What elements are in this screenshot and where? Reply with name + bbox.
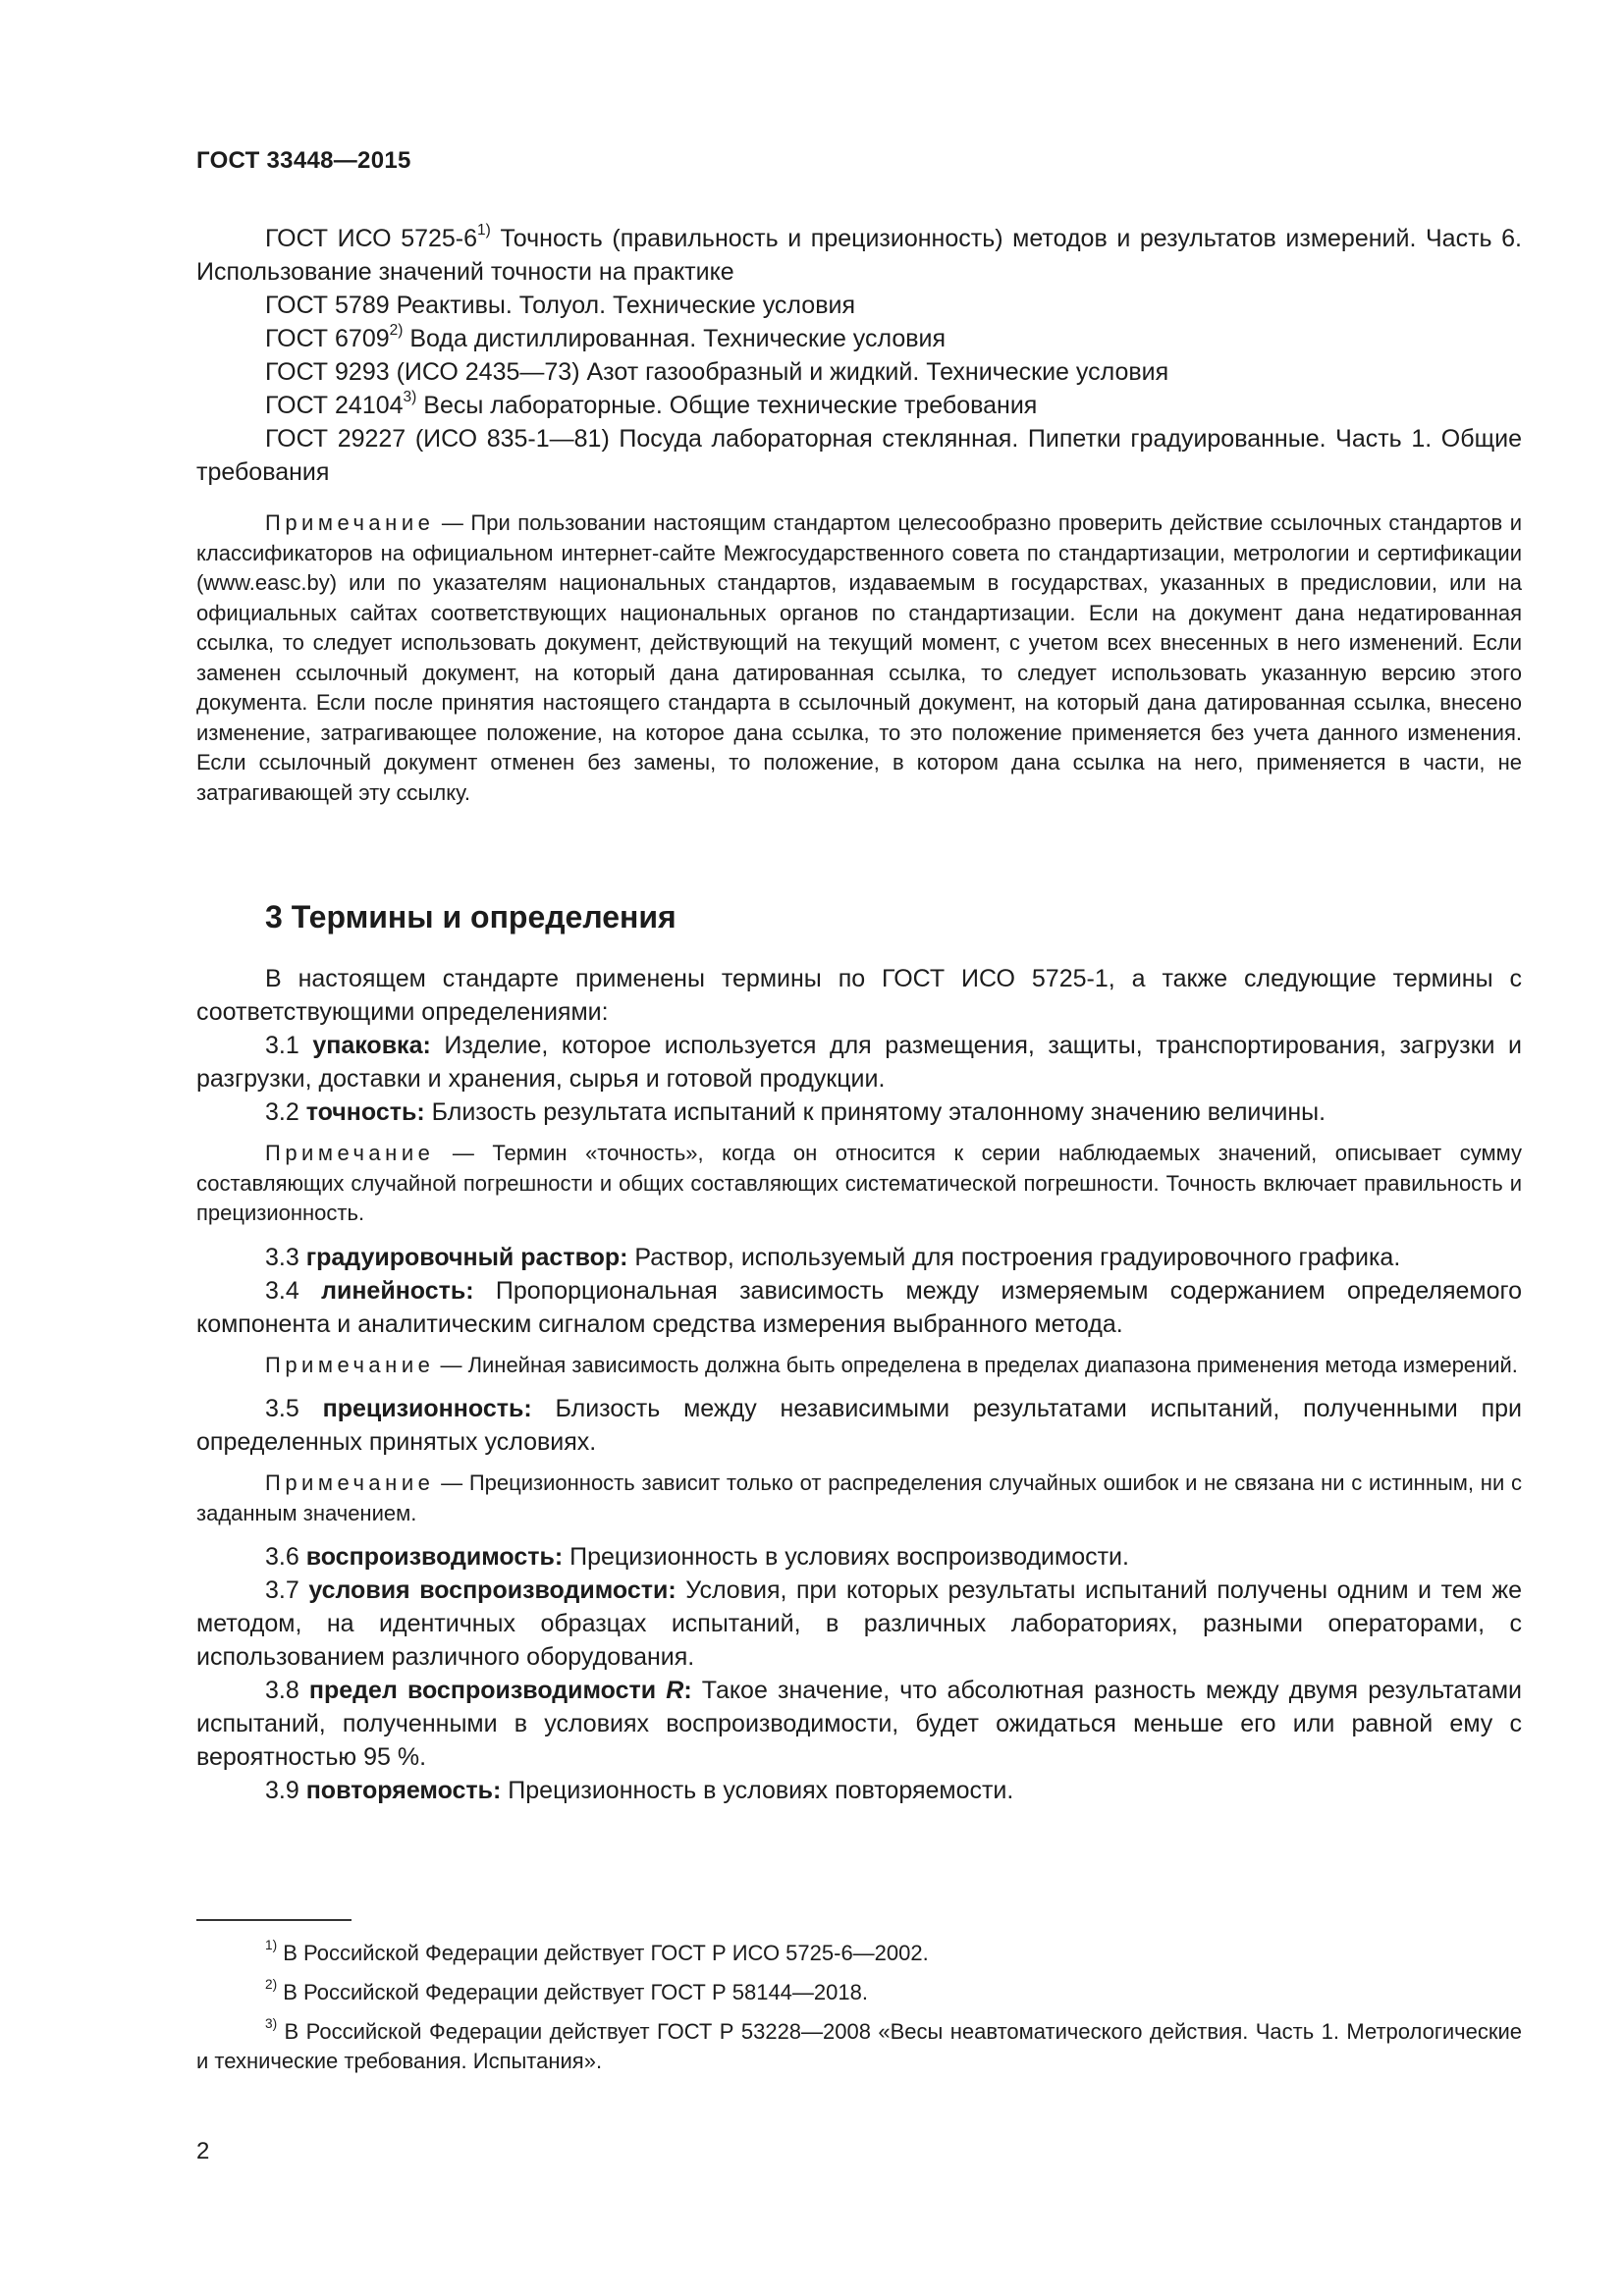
term-3-4: 3.4 линейность: Пропорциональная зависимость между измеряемым содержанием определяемого компонента и аналитическим сигналом средства измерения выбранного метода. (196, 1276, 1522, 1338)
note-3-4: Примечание — Линейная зависимость должна быть определена в пределах диапазона применения метода измерений. (265, 1352, 1518, 1377)
reference-item: ГОСТ 5789 Реактивы. Толуол. Технические условия (265, 292, 855, 319)
reference-item: ГОСТ 6709$^{2)}$ Вода дистиллированная. Технические условия (265, 321, 947, 352)
term-3-6: 3.6 воспроизводимость: Прецизионность в условиях воспроизводимости. (265, 1543, 1129, 1571)
section-title: 3 Термины и определения (265, 899, 677, 934)
terms-section (196, 962, 1522, 1807)
document-header: ГОСТ 33448—2015 (196, 147, 411, 174)
footnote-divider (196, 1919, 352, 1921)
section-intro: В настоящем стандарте применены термины по ГОСТ ИСО 5725-1, а также следующие термины с соответствующими определениями: (196, 965, 1522, 1026)
footnotes (196, 1919, 1522, 2086)
reference-item: ГОСТ ИСО 5725-6$^{1)}$ Точность (правильность и прецизионность) методов и результатов измерений. Часть 6. Использование значений точности на практике (196, 221, 1522, 286)
normative-references (196, 222, 1522, 489)
reference-item: ГОСТ 24104$^{3)}$ Весы лабораторные. Общие технические требования (265, 388, 1038, 419)
term-3-3: 3.3 градуировочный раствор: Раствор, используемый для построения градуировочного графика. (265, 1243, 1401, 1271)
note-label: Примечание (265, 510, 435, 535)
term-3-8: 3.8 предел воспроизводимости R: Такое значение, что абсолютная разность между двумя результатами испытаний, полученными в условиях воспроизводимости, будет ожидаться меньше его или равной ему с вероятностью 95 %. (196, 1677, 1523, 1771)
reference-item: ГОСТ 9293 (ИСО 2435—73) Азот газообразный и жидкий. Технические условия (265, 358, 1169, 386)
term-3-2: 3.2 точность: Близость результата испытаний к принятому эталонному значению величины. (265, 1098, 1326, 1126)
references-note: Примечание — При пользовании настоящим стандартом целесообразно проверить действие ссылочных стандартов и классификаторов на официальном интернет-сайте Межгосударственного совета по стандартизации, метрологии и сертификации (www.easc.by) или по указателям национальных стандартов, издаваемым в государствах, указанных в предисловии, или на официальных сайтах соответствующих национальных органов по стандартизации. Если на документ дана недатированная ссылка, то следует использовать документ, действующий на текущий момент, с учетом всех внесенных в него изменений. Если заменен ссылочный документ, на который дана датированная ссылка, то следует использовать указанную версию этого документа. Если после принятия настоящего стандарта в ссылочный документ, на который дана датированная ссылка, внесено изменение, затрагивающее положение, на которое дана ссылка, то это положение применяется без учета данного изменения. Если ссылочный документ отменен без замены, то положение, в котором дана ссылка на него, применяется в части, не затрагивающей эту ссылку. (196, 510, 1522, 805)
footnote-1: $^{1)}$ В Российской Федерации действует ГОСТ Р ИСО 5725-6—2002. (265, 1937, 929, 1965)
term-3-9: 3.9 повторяемость: Прецизионность в условиях повторяемости. (265, 1777, 1014, 1804)
note-3-5: Примечание — Прецизионность зависит только от распределения случайных ошибок и не связана ни с истинным, ни с заданным значением. (196, 1470, 1522, 1525)
term-3-7: 3.7 условия воспроизводимости: Условия, при которых результаты испытаний получены одним и тем же методом, на идентичных образцах испытаний, в различных лабораториях, разными операторами, с использованием различного оборудования. (196, 1576, 1523, 1671)
term-3-5: 3.5 прецизионность: Близость между независимыми результатами испытаний, полученными при определенных принятых условиях. (196, 1395, 1522, 1456)
reference-item: ГОСТ 29227 (ИСО 835-1—81) Посуда лабораторная стеклянная. Пипетки градуированные. Часть 1. Общие требования (196, 425, 1523, 486)
term-3-1: 3.1 упаковка: Изделие, которое используется для размещения, защиты, транспортирования, загрузки и разгрузки, доставки и хранения, сырья и готовой продукции. (196, 1032, 1523, 1093)
footnote-3: $^{3)}$ В Российской Федерации действует ГОСТ Р 53228—2008 «Весы неавтоматического действия. Часть 1. Метрологические и технические требования. Испытания». (196, 2015, 1522, 2073)
page-number: 2 (196, 2138, 210, 2164)
footnote-2: $^{2)}$ В Российской Федерации действует ГОСТ Р 58144—2018. (265, 1976, 868, 2004)
note-3-2: Примечание — Термин «точность», когда он относится к серии наблюдаемых значений, описывает сумму составляющих случайной погрешности и общих составляющих систематической погрешности. Точность включает правильность и прецизионность. (196, 1141, 1522, 1225)
